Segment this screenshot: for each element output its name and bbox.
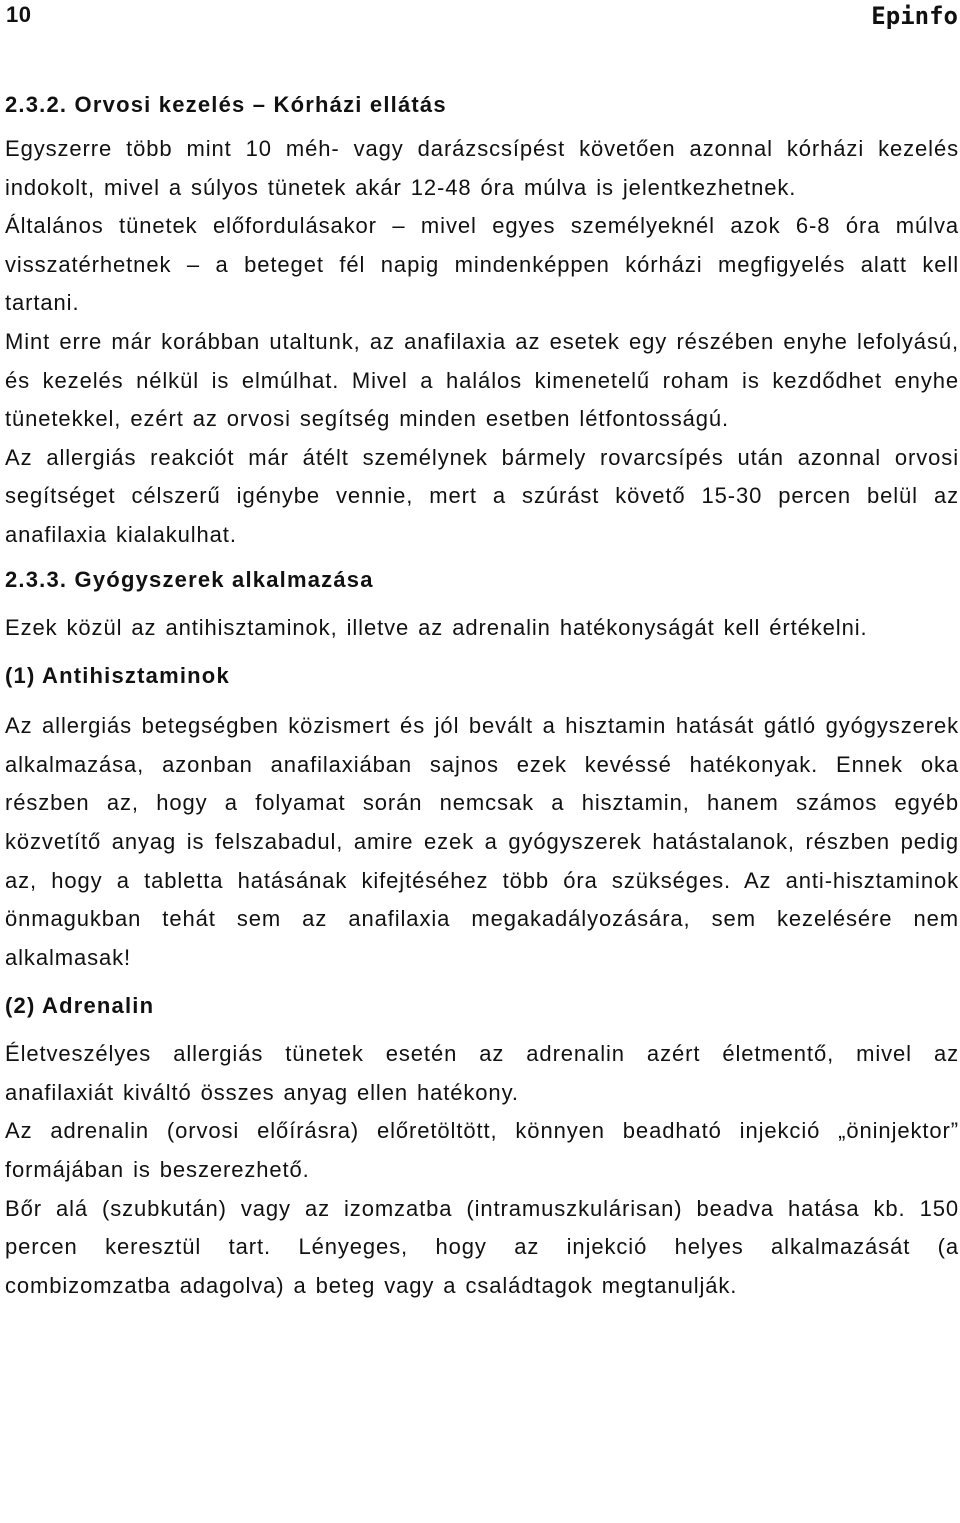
paragraph: Bőr alá (szubkután) vagy az izomzatba (intramuszkulárisan) beadva hatása kb. 150 percen keresztül tart. Lényeges, hogy az injekció helyes alkalmazását (a combizomzatba adagolva) a beteg vagy a családtagok megtanulják. <box>5 1195 959 1298</box>
paragraph: Egyszerre több mint 10 méh- vagy darázscsípést követően azonnal kórházi kezelés indokolt, mivel a súlyos tünetek akár 12-48 óra múlva is jelentkezhetnek. <box>5 136 959 200</box>
subsection-heading-antihisztaminok: (1) Antihisztaminok <box>5 663 230 689</box>
paragraph: Az allergiás betegségben közismert és jól bevált a hisztamin hatását gátló gyógyszerek alkalmazása, azonban anafilaxiában sajnos ezek kevéssé hatékonyak. Ennek oka részben az, hogy a folyamat során nemcsak a hisztamin, hanem számos egyéb közvetítő anyag is felszabadul, amire ezek a gyógyszerek hatástalanok, részben pedig az, hogy a tabletta hatásának kifejtéséhez több óra szükséges. Az anti-hisztaminok önmagukban tehát sem az anafilaxia megakadályozására, sem kezelésére nem alkalmasak! <box>5 713 959 970</box>
paragraph: Életveszélyes allergiás tünetek esetén az adrenalin azért életmentő, mivel az anafilaxiát kiváltó összes anyag ellen hatékony. <box>5 1041 959 1105</box>
brand-logo: Epinfo <box>871 2 958 30</box>
paragraph: Általános tünetek előfordulásakor – mivel egyes személyeknél azok 6-8 óra múlva visszatérhetnek – a beteget fél napig mindenképpen kórházi megfigyelés alatt kell tartani. <box>5 213 959 316</box>
paragraph: Az allergiás reakciót már átélt személynek bármely rovarcsípés után azonnal orvosi segítséget célszerű igénybe vennie, mert a szúrást követő 15-30 percen belül az anafilaxia kialakulhat. <box>5 444 959 547</box>
section-heading-2-3-2: 2.3.2. Orvosi kezelés – Kórházi ellátás <box>5 92 447 117</box>
paragraph: Ezek közül az antihisztaminok, illetve az adrenalin hatékonyságát kell értékelni. <box>5 614 868 640</box>
paragraph: Mint erre már korábban utaltunk, az anafilaxia az esetek egy részében enyhe lefolyású, és kezelés nélkül is elmúlhat. Mivel a halálos kimenetelű roham is kezdődhet enyhe tünetekkel, ezért az orvosi segítség minden esetben létfontosságú. <box>5 328 959 432</box>
paragraph: Az adrenalin (orvosi előírásra) előretöltött, könnyen beadható injekció „öninjektor” formájában is beszerezhető. <box>5 1118 959 1183</box>
page-header <box>0 0 960 44</box>
page-number: 10 <box>6 2 32 27</box>
subsection-heading-adrenalin: (2) Adrenalin <box>5 993 155 1019</box>
document-body <box>5 86 959 1305</box>
section-heading-2-3-3: 2.3.3. Gyógyszerek alkalmazása <box>5 566 374 592</box>
